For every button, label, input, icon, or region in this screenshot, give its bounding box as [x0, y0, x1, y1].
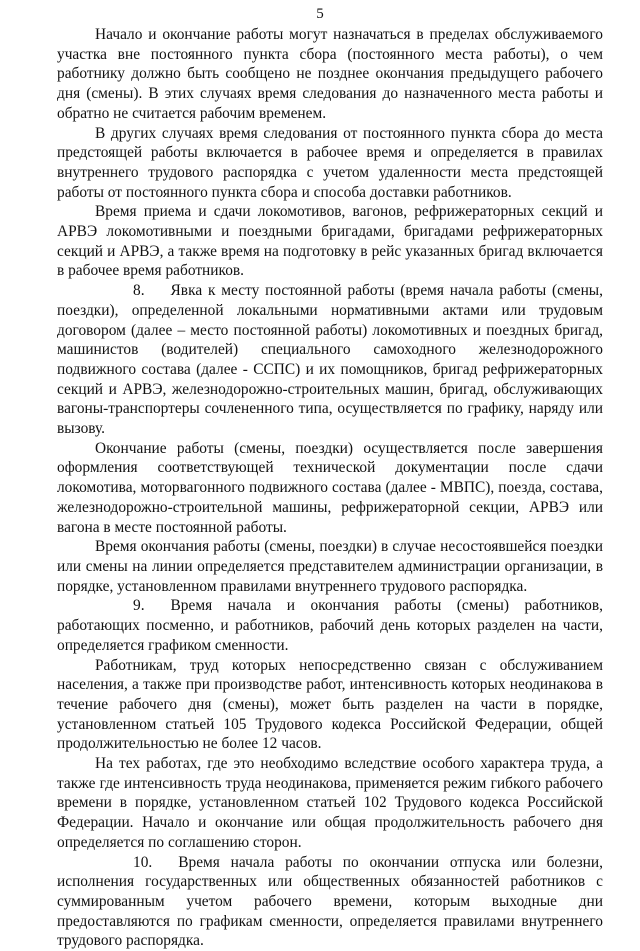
numbered-paragraph	[57, 853, 603, 951]
numbered-paragraph	[57, 596, 603, 655]
paragraph-number: 10.	[133, 853, 153, 871]
paragraph-text: Время приема и сдачи локомотивов, вагонов, рефрижераторных секций и АРВЭ локомотивными и поездными бригадами, бригадами рефрижераторных секций и АРВЭ, а также время на подготовку в рейс указанных бригад включается в рабочее время работников.	[57, 203, 603, 280]
paragraph-text: Начало и окончание работы могут назначаться в пределах обслуживаемого участка вне постоянного пункта сбора (постоянного места работы), о чем работнику должно быть сообщено не позднее окончания предыдущего рабочего дня (смены). В этих случаях время следования до назначенного места работы и обратно не считается рабочим временем.	[57, 26, 603, 122]
paragraph	[57, 25, 603, 124]
paragraph	[57, 656, 603, 755]
paragraph-text: Время начала работы по окончании отпуска или болезни, исполнения государственных или общественных обязанностей работников с суммированным учетом рабочего времени, которым выходные дни предоставляются по графикам сменности, определяется правилами внутреннего трудового распорядка.	[57, 853, 603, 950]
paragraph	[57, 537, 603, 596]
paragraph-text: Время начала и окончания работы (смены) работников, работающих посменно, и работников, рабочий день которых разделен на части, определяется графиком сменности.	[57, 597, 603, 654]
paragraph-text: В других случаях время следования от постоянного пункта сбора до места предстоящей работы включается в рабочее время и определяется в правилах внутреннего трудового распорядка с учетом удаленности места предстоящей работы от постоянного пункта сбора и способа доставки работников.	[57, 124, 603, 201]
paragraph-number: 8.	[133, 282, 145, 300]
paragraph	[57, 439, 603, 538]
paragraph-text: На тех работах, где это необходимо вследствие особого характера труда, а также где интенсивность труда неодинакова, применяется режим гибкого рабочего времени в порядке, установленном статьей 102 Трудового кодекса Российской Федерации. Начало и окончание или общая продолжительность рабочего дня определяется по соглашению сторон.	[57, 755, 603, 851]
paragraph-text: Явка к месту постоянной работы (время начала работы (смены, поездки), определенной локальными нормативными актами или трудовым договором (далее – место постоянной работы) локомотивных и поездных бригад, машинистов (водителей) специального самоходного железнодорожного подвижного состава (далее - ССПС) и их помощников, бригад рефрижераторных секций и АРВЭ, железнодорожно-строительных машин, бригад, обслуживающих вагоны-транспортеры сочлененного типа, осуществляется по графику, наряду или вызову.	[57, 282, 603, 438]
paragraph	[57, 754, 603, 853]
page-number: 5	[316, 6, 324, 22]
paragraph-text: Время окончания работы (смены, поездки) в случае несостоявшейся поездки или смены на линии определяется представителем администрации организации, в порядке, установленном правилами внутреннего трудового распорядка.	[57, 538, 603, 595]
paragraph	[57, 202, 603, 281]
numbered-paragraph	[57, 281, 603, 439]
paragraph-number: 9.	[133, 597, 145, 615]
document-body	[57, 25, 603, 951]
paragraph	[57, 124, 603, 203]
paragraph-text: Окончание работы (смены, поездки) осуществляется после завершения оформления соответствующей технической документации после сдачи локомотива, моторвагонного подвижного состава (далее - МВПС), поезда, состава, железнодорожно-строительной машины, рефрижераторной секции, АРВЭ или вагона в месте постоянной работы.	[57, 439, 603, 536]
paragraph-text: Работникам, труд которых непосредственно связан с обслуживанием населения, а также при производстве работ, интенсивность которых неодинакова в течение рабочего дня (смены), может быть разделен на части в порядке, установленном статьей 105 Трудового кодекса Российской Федерации, общей продолжительностью не более 12 часов.	[57, 656, 603, 753]
